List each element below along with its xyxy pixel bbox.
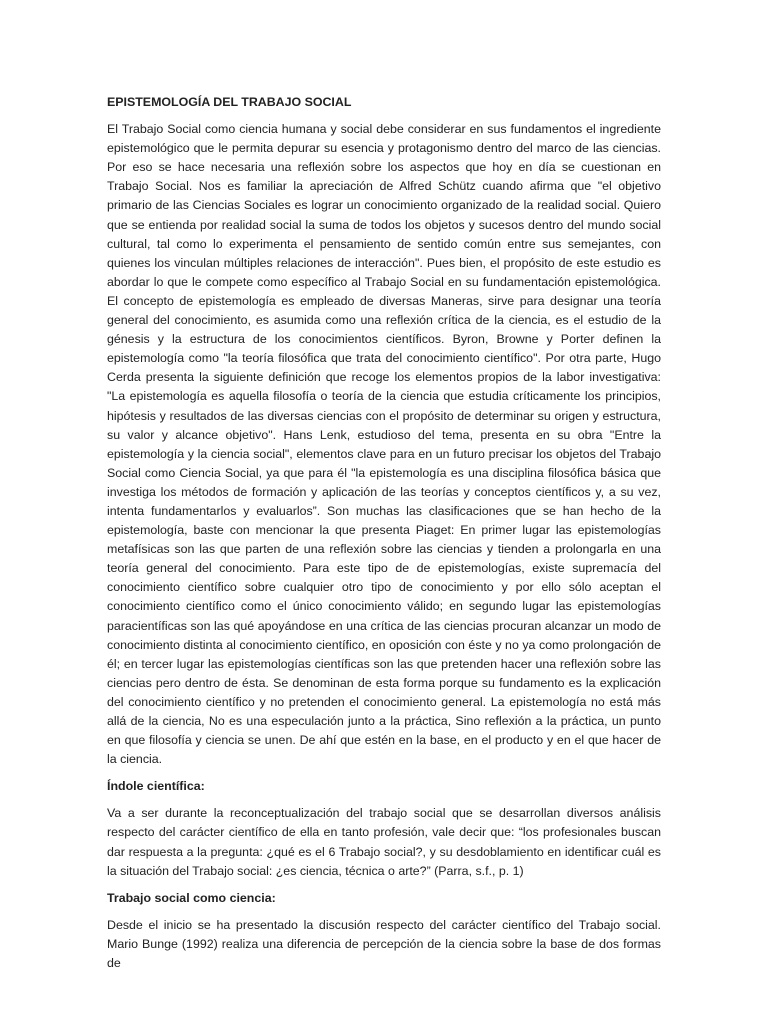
section-paragraph-trabajo-social-ciencia: Desde el inicio se ha presentado la discusión respecto del carácter científico del Trabajo social. Mario Bunge (1992) realiza una diferencia de percepción de la ciencia sobre la base de dos formas de <box>107 917 661 971</box>
section-title-indole-cientifica: Índole científica: <box>107 779 205 794</box>
intro-paragraph: El Trabajo Social como ciencia humana y social debe considerar en sus fundamentos el ingrediente epistemológico que le permita depurar su esencia y protagonismo dentro del marco de las ciencias. Por eso se hace necesaria una reflexión sobre los aspectos que hoy en día se cuestionan en Trabajo Social. Nos es familiar la apreciación de Alfred Schütz cuando afirma que "el objetivo primario de las Ciencias Sociales es lograr un conocimiento organizado de la realidad social. Quiero que se entienda por realidad social la suma de todos los objetos y sucesos dentro del mundo social cultural, tal como lo experimenta el pensamiento de sentido común entre sus semejantes, con quienes los vinculan múltiples relaciones de interacción". Pues bien, el propósito de este estudio es abordar lo que le compete como específico al Trabajo Social en su fundamentación epistemológica. El concepto de epistemología es empleado de diversas Maneras, sirve para designar una teoría general del conocimiento, es asumida como una reflexión crítica de la ciencia, es el estudio de la génesis y la estructura de los conocimientos científicos. Byron, Browne y Porter definen la epistemología como "la teoría filosófica que trata del conocimiento científico". Por otra parte, Hugo Cerda presenta la siguiente definición que recoge los elementos propios de la labor investigativa: "La epistemología es aquella filosofía o teoría de la ciencia que estudia críticamente los principios, hipótesis y resultados de las diversas ciencias con el propósito de determinar su origen y estructura, su valor y alcance objetivo". Hans Lenk, estudioso del tema, presenta en su obra "Entre la epistemología y la ciencia social", elementos clave para en un futuro precisar los objetos del Trabajo Social como Ciencia Social, ya que para él "la epistemología es una disciplina filosófica básica que investiga los métodos de formación y aplicación de las teorías y conceptos científicos y, a su vez, intenta fundamentarlos y evaluarlos”. Son muchas las clasificaciones que se han hecho de la epistemología, baste con mencionar la que presenta Piaget: En primer lugar las epistemologías metafísicas son las que parten de una reflexión sobre las ciencias y tienden a prolongarla en una teoría general del conocimiento. Para este tipo de de epistemologías, existe supremacía del conocimiento científico sobre cualquier otro tipo de conocimiento y por ello sólo aceptan el conocimiento científico como el único conocimiento válido; en segundo lugar las epistemologías paracientíficas son las qué apoyándose en una crítica de las ciencias procuran alcanzar un modo de conocimiento distinta al conocimiento científico, en oposición con éste y no ya como prolongación de él; en tercer lugar las epistemologías científicas son las que pretenden hacer una reflexión sobre las ciencias pero dentro de ésta. Se denominan de esta forma porque su fundamento es la explicación del conocimiento científico y no pretenden el conocimiento general. La epistemología no está más allá de la ciencia, No es una especulación junto a la práctica, Sino reflexión a la práctica, un punto en que filosofía y ciencia se unen. De ahí que estén en la base, en el producto y en el que hacer de la ciencia. <box>107 122 661 767</box>
document-page <box>107 93 661 981</box>
document-title: EPISTEMOLOGÍA DEL TRABAJO SOCIAL <box>107 95 352 109</box>
section-paragraph-indole-cientifica: Va a ser durante la reconceptualización del trabajo social que se desarrollan diversos análisis respecto del carácter científico de ella en tanto profesión, vale decir que: “los profesionales buscan dar respuesta a la pregunta: ¿qué es el 6 Trabajo social?, y su desdoblamiento en identificar cuál es la situación del Trabajo social: ¿es ciencia, técnica o arte?” (Parra, s.f., p. 1) <box>107 806 661 878</box>
section-title-trabajo-social-ciencia: Trabajo social como ciencia: <box>107 890 276 905</box>
